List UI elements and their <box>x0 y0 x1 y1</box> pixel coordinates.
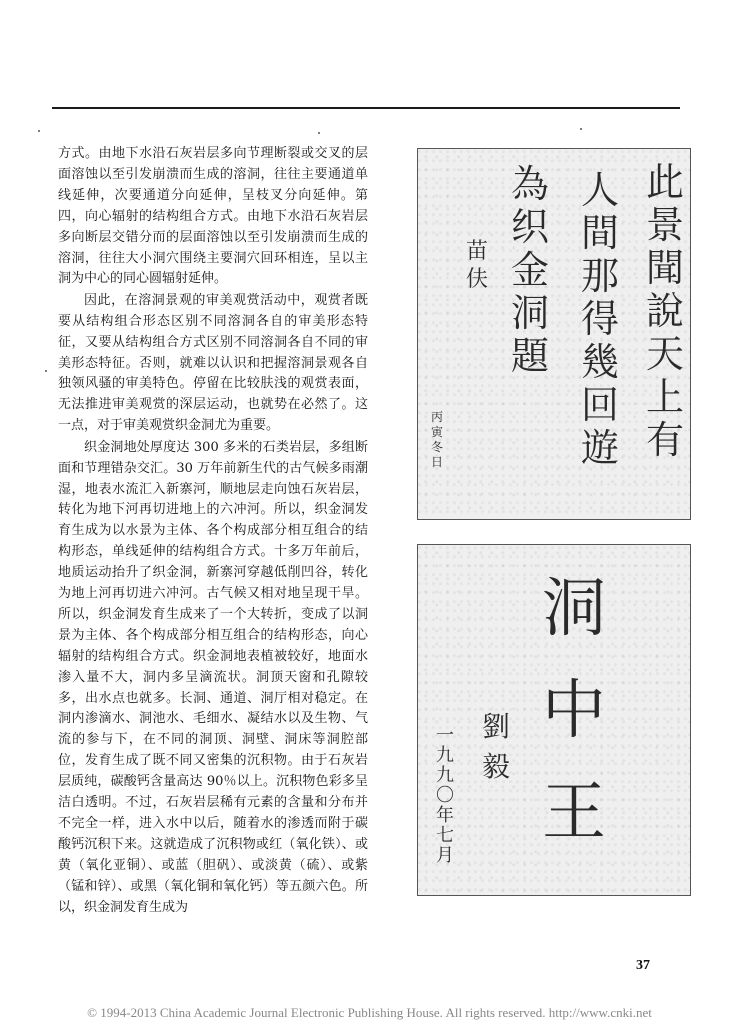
calligraphy-column <box>646 160 685 464</box>
calligraphy-glyph: 丙 <box>431 410 444 424</box>
calligraphy-glyph: 毅 <box>482 750 511 783</box>
calligraphy-glyph: 月 <box>436 845 454 866</box>
speck <box>580 128 582 130</box>
calligraphy-glyph: 說 <box>646 289 685 333</box>
calligraphy-column <box>511 162 550 380</box>
header-rule <box>52 107 680 109</box>
calligraphy-glyph: 九 <box>436 765 454 786</box>
calligraphy-glyph: 一 <box>436 725 454 746</box>
calligraphy-glyph: 那 <box>581 254 620 298</box>
calligraphy-glyph: 遊 <box>581 426 620 470</box>
calligraphy-glyph: 〇 <box>436 785 454 806</box>
calligraphy-glyph: 幾 <box>581 340 620 384</box>
calligraphy-glyph: 七 <box>436 825 454 846</box>
calligraphy-glyph: 聞 <box>646 246 685 290</box>
calligraphy-glyph: 寅 <box>431 425 444 439</box>
speck <box>318 132 320 134</box>
calligraphy-glyph: 題 <box>511 334 550 378</box>
calligraphy-date <box>436 727 454 867</box>
calligraphy-glyph: 人 <box>581 168 620 212</box>
calligraphy-date <box>431 411 443 471</box>
speck <box>38 130 40 132</box>
calligraphy-glyph: 有 <box>646 418 685 462</box>
calligraphy-glyph: 中 <box>542 674 606 748</box>
calligraphy-glyph: 日 <box>431 455 444 469</box>
speck <box>45 370 47 372</box>
calligraphy-glyph: 织 <box>511 205 550 249</box>
calligraphy-glyph: 劉 <box>482 710 511 743</box>
calligraphy-glyph: 景 <box>646 203 685 247</box>
calligraphy-glyph: 金 <box>511 248 550 292</box>
calligraphy-title-image <box>417 544 691 896</box>
calligraphy-glyph: 上 <box>646 375 685 419</box>
calligraphy-glyph: 間 <box>581 211 620 255</box>
calligraphy-poem-image <box>417 148 691 520</box>
calligraphy-glyph: 為 <box>511 162 550 206</box>
calligraphy-column <box>466 241 488 297</box>
calligraphy-glyph: 冬 <box>431 440 444 454</box>
calligraphy-main <box>542 572 606 883</box>
calligraphy-glyph: 洞 <box>542 572 606 646</box>
calligraphy-glyph: 九 <box>436 745 454 766</box>
calligraphy-glyph: 伕 <box>466 267 489 292</box>
calligraphy-glyph: 天 <box>646 332 685 376</box>
article-body <box>58 144 368 919</box>
calligraphy-column <box>581 168 620 472</box>
calligraphy-glyph: 回 <box>581 383 620 427</box>
copyright-footer: © 1994-2013 China Academic Journal Electronic Publishing House. All rights reserved. http://www.cnki.net <box>87 1005 652 1020</box>
calligraphy-signature <box>482 710 511 793</box>
calligraphy-glyph: 得 <box>581 297 620 341</box>
calligraphy-glyph: 苗 <box>466 239 489 264</box>
paragraph-3: 织金洞地处厚度达 300 多米的石类岩层，多组断面和节理错杂交汇。30 万年前新生代的古气候多雨潮湿，地表水流汇入新寨河，顺地层走向蚀石灰岩层，转化为地下河再切进地上的六冲河。所以，织金洞发育生成为以水景为主体、各个构成部分相互组合的结构形态，单线延伸的结构组合方式。十多万年前后，地质运动抬升了织金洞，新寨河穿越低削凹谷，转化为地上河再切进六冲河。古气候又相对地呈现干旱。所以，织金洞发育生成来了一个大转折，变成了以洞景为主体、各个构成部分相互组合的结构形态，向心辐射的结构组合方式。织金洞地表植被较好，地面水渗入量不大，洞内多呈滴流状。洞顶天窗和孔隙较多，出水点也就多。长洞、通道、洞厅相对稳定。在洞内渗滴水、洞池水、毛细水、凝结水以及生物、气流的参与下，在不同的洞顶、洞壁、洞床等洞腔部位，发育生成了既不同又密集的沉积物。由于石灰岩层质纯，碳酸钙含量高达 90％以上。沉积物色彩多呈洁白透明。不过，石灰岩层稀有元素的含量和分布并不完全一样，进入水中以后，随着水的渗透而附于碳酸钙沉积下来。这就造成了沉积物或红（氧化铁）、或黄（氧化亚铜）、或蓝（胆矾）、或淡黄（硫）、或紫（锰和锌）、或黑（氧化铜和氧化钙）等五颜六色。所以，织金洞发育生成为 <box>58 439 368 915</box>
calligraphy-glyph: 此 <box>646 160 685 204</box>
calligraphy-glyph: 年 <box>436 805 454 826</box>
calligraphy-glyph: 洞 <box>511 291 550 335</box>
page-number: 37 <box>636 958 650 973</box>
calligraphy-glyph: 王 <box>542 776 606 850</box>
paragraph-2: 因此，在溶洞景观的审美观赏活动中，观赏者既要从结构组合形态区别不同溶洞各自的审美形态特征，又要从结构组合方式区别不同溶洞各自不同的审美形态特征。否则，就难以认识和把握溶洞景观各自独领风骚的审美特色。停留在比较肤浅的观赏表面，无法推进审美观赏的深层运动，也就势在必然了。这一点，对于审美观赏织金洞尤为重要。 <box>58 292 368 434</box>
paragraph-1: 方式。由地下水沿石灰岩层多向节理断裂或交叉的层面溶蚀以至引发崩溃而生成的溶洞，往往主要通道单线延伸，次要通道分向延伸，呈枝叉分向延伸。第四，向心辐射的结构组合方式。由地下水沿石灰岩层多向断层交错分而的层面溶蚀以至引发崩溃而生成的溶洞，往往大小洞穴围绕主要洞穴回环相连，呈以主洞为中心的同心圆辐射延伸。 <box>58 146 368 287</box>
